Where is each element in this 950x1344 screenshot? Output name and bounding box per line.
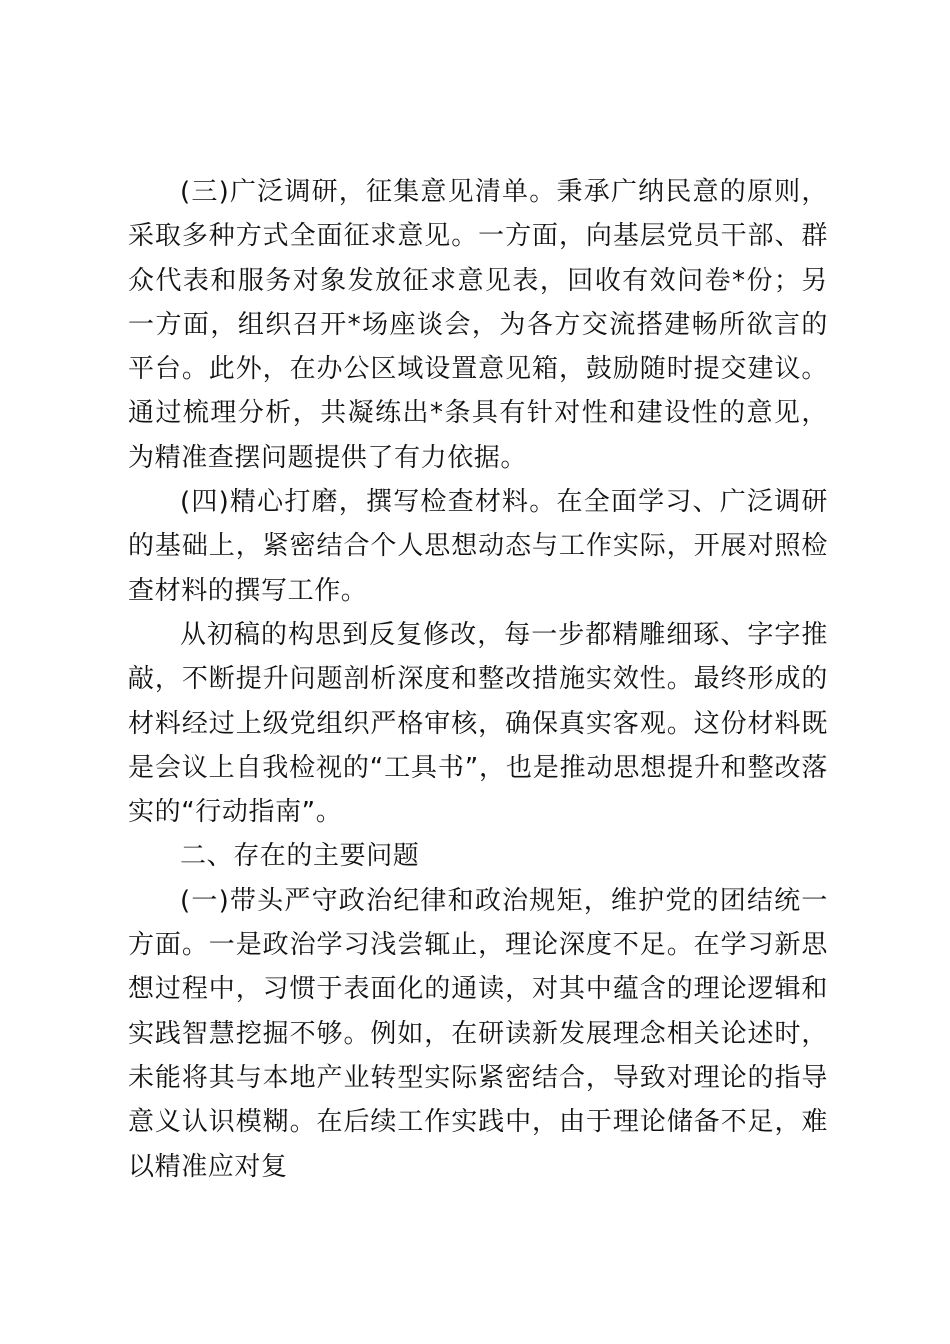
paragraph-drafting-process: 从初稿的构思到反复修改，每一步都精雕细琢、字字推敲，不断提升问题剖析深度和整改措施实效性。最终形成的材料经过上级党组织严格审核，确保真实客观。这份材料既是会议上自我检视的“工具书”，也是推动思想提升和整改落实的“行动指南”。 — [128, 619, 828, 828]
paragraph-polish-materials: (四)精心打磨，撰写检查材料。在全面学习、广泛调研的基础上，紧密结合个人思想动态与工作实际，开展对照检查材料的撰写工作。 — [128, 487, 828, 606]
document-body — [128, 170, 828, 1189]
paragraph-political-discipline: (一)带头严守政治纪律和政治规矩，维护党的团结统一方面。一是政治学习浅尝辄止，理论深度不足。在学习新思想过程中，习惯于表面化的通读，对其中蕴含的理论逻辑和实践智慧挖掘不够。例如，在研读新发展理念相关论述时，未能将其与本地产业转型实际紧密结合，导致对理论的指导意义认识模糊。在后续工作实践中，由于理论储备不足，难以精准应对复 — [128, 885, 828, 1182]
paragraph-broad-research: (三)广泛调研，征集意见清单。秉承广纳民意的原则，采取多种方式全面征求意见。一方面，向基层党员干部、群众代表和服务对象发放征求意见表，回收有效问卷*份；另一方面，组织召开*场座谈会，为各方交流搭建畅所欲言的平台。此外，在办公区域设置意见箱，鼓励随时提交建议。通过梳理分析，共凝练出*条具有针对性和建设性的意见，为精准查摆问题提供了有力依据。 — [128, 177, 828, 473]
section-heading: 二、存在的主要问题 — [180, 841, 420, 872]
